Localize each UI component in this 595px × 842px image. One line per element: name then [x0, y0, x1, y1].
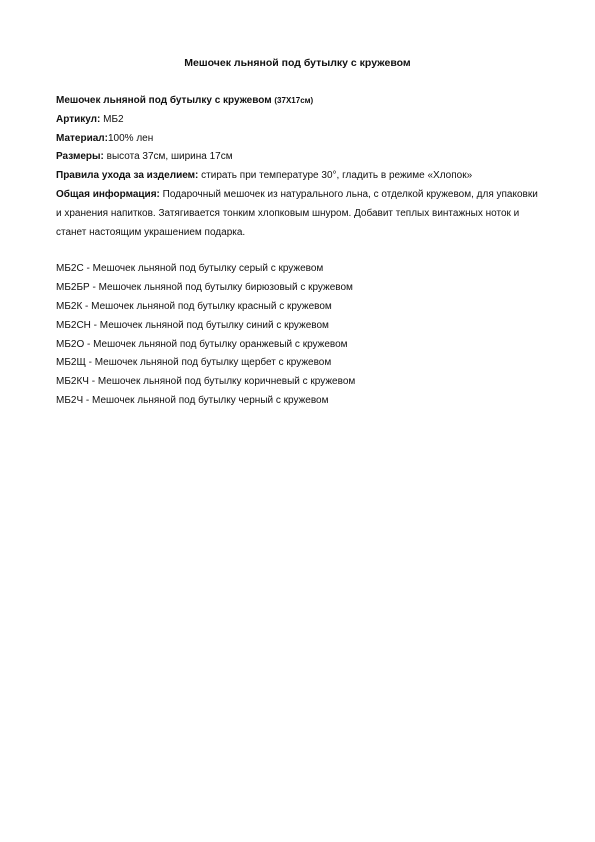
material-label: Материал: [56, 132, 108, 144]
product-description [56, 92, 546, 411]
variant-item: МБ2С - Мешочек льняной под бутылку серый с кружевом [56, 263, 324, 275]
article-value: МБ2 [100, 113, 124, 125]
care-label: Правила ухода за изделием: [56, 170, 199, 182]
document-title: Мешочек льняной под бутылку с кружевом [184, 57, 411, 69]
variant-item: МБ2О - Мешочек льняной под бутылку оранжевый с кружевом [56, 338, 348, 350]
care-value: стирать при температуре 30°, гладить в режиме «Хлопок» [198, 170, 473, 182]
info-value: Подарочный мешочек из натурального льна, с отделкой кружевом, для упаковки и хранения напитков. Затягивается тонким хлопковым шнуром. Добавит теплых винтажных ноток и станет настоящим украшением подарка. [56, 188, 538, 238]
product-name-line [56, 92, 546, 111]
variant-list [56, 260, 546, 410]
article-label: Артикул: [56, 113, 101, 125]
material-value: 100% лен [107, 132, 154, 144]
article-line [56, 111, 546, 130]
variant-item: МБ2Щ - Мешочек льняной под бутылку щербет с кружевом [56, 357, 332, 369]
product-size-note: (37X17см) [274, 96, 314, 105]
sizes-label: Размеры: [56, 151, 104, 163]
sizes-line [56, 148, 546, 167]
variant-item: МБ2КЧ - Мешочек льняной под бутылку коричневый с кружевом [56, 376, 356, 388]
variant-item: МБ2К - Мешочек льняной под бутылку красный с кружевом [56, 300, 332, 312]
section-spacer [56, 242, 546, 260]
product-name: Мешочек льняной под бутылку с кружевом [56, 95, 272, 106]
care-line [56, 167, 546, 186]
variant-item: МБ2Ч - Мешочек льняной под бутылку черный с кружевом [56, 394, 329, 406]
info-paragraph [56, 186, 546, 242]
material-line [56, 130, 546, 149]
info-label: Общая информация: [56, 188, 160, 200]
sizes-value: высота 37см, ширина 17см [103, 151, 233, 163]
variant-item: МБ2СН - Мешочек льняной под бутылку синий с кружевом [56, 319, 329, 331]
variant-item: МБ2БР - Мешочек льняной под бутылку бирюзовый с кружевом [56, 282, 353, 294]
